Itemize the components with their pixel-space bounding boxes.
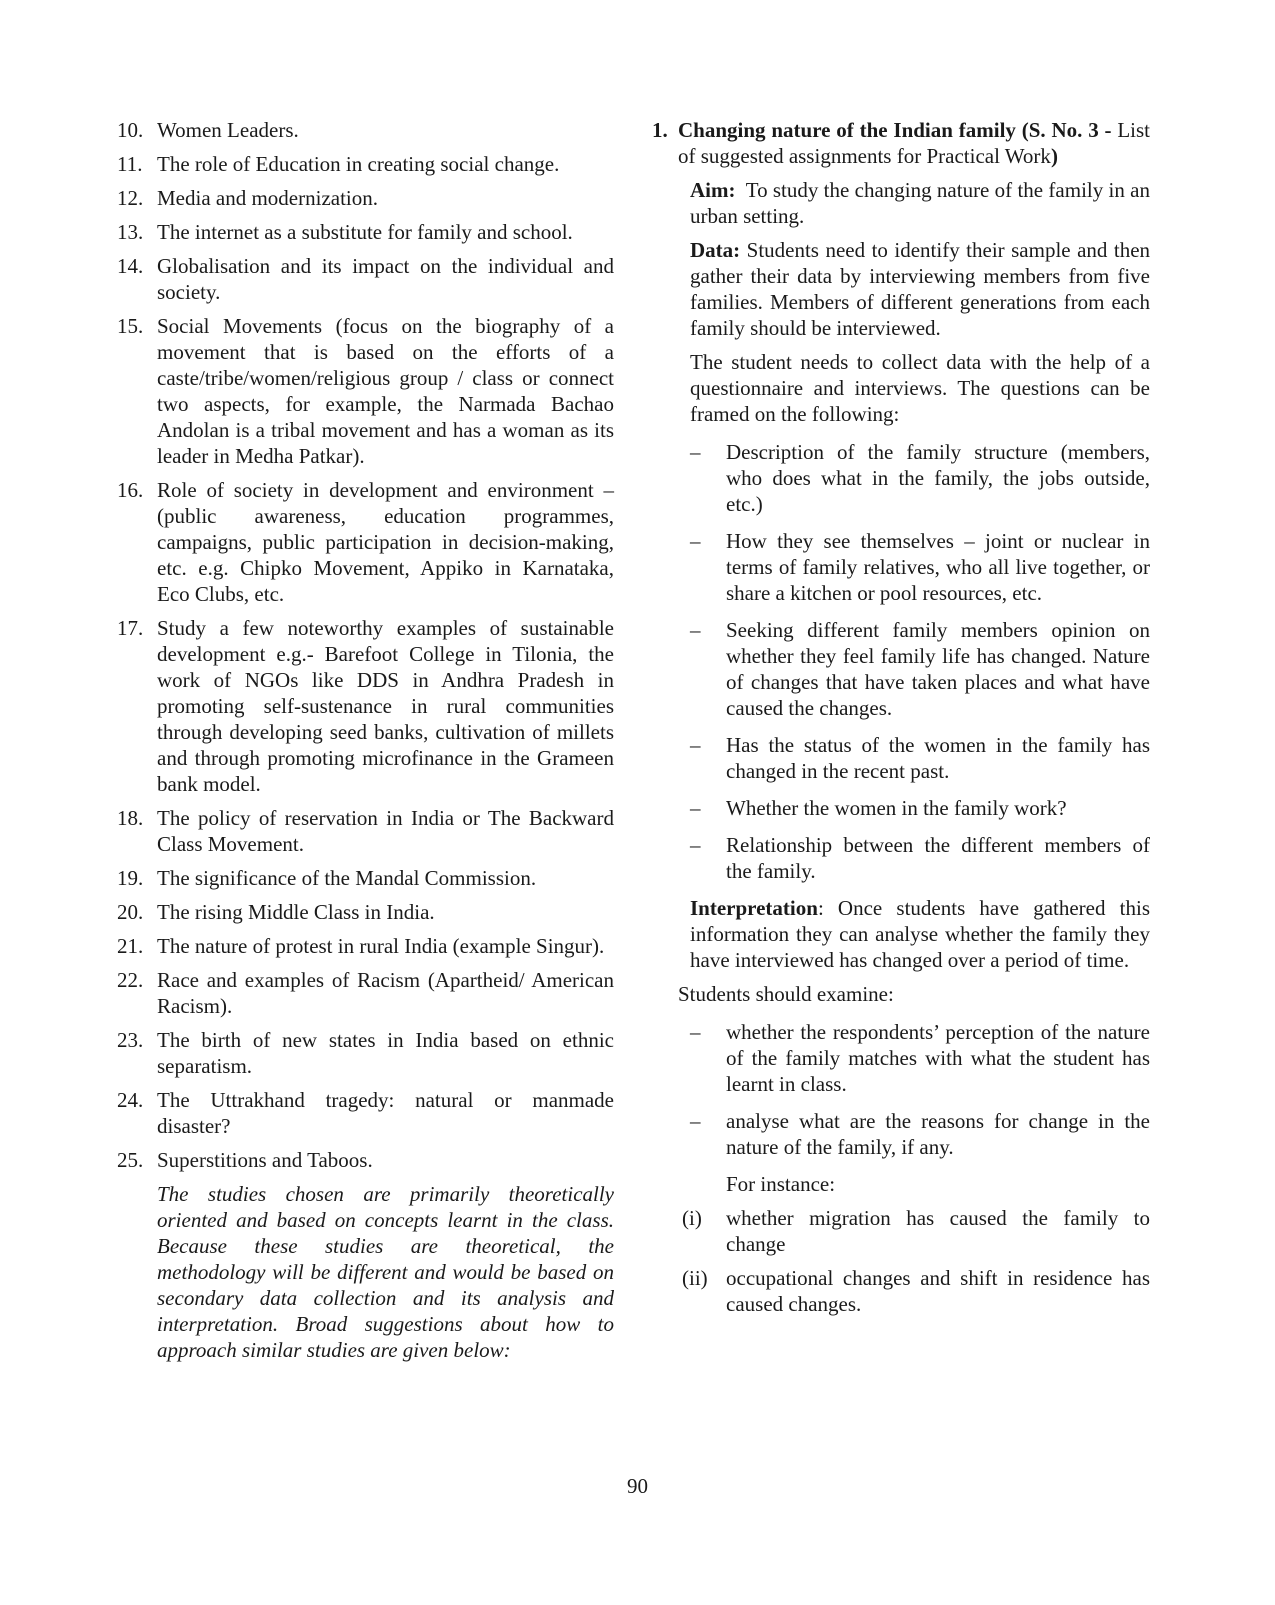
item-number: 23. bbox=[117, 1028, 144, 1052]
interpretation-paragraph bbox=[690, 895, 1150, 973]
dash-bullet: – bbox=[690, 1020, 701, 1044]
list-item bbox=[690, 617, 1150, 721]
list-item bbox=[678, 1205, 1150, 1257]
item-text: analyse what are the reasons for change in the nature of the family, if any. bbox=[726, 1109, 1150, 1159]
question-list bbox=[690, 439, 1150, 884]
interpretation-text: : Once students have gathered this information they can analyse whether the family they have interviewed has changed over a period of time. bbox=[690, 896, 1150, 972]
list-item bbox=[117, 933, 614, 959]
item-number: 13. bbox=[117, 220, 144, 244]
item-text: occupational changes and shift in residence has caused changes. bbox=[726, 1266, 1150, 1316]
item-text: How they see themselves – joint or nuclear in terms of family relatives, who all live together, or share a kitchen or pool resources, etc. bbox=[726, 529, 1150, 605]
item-number: 21. bbox=[117, 934, 144, 958]
item-text: Description of the family structure (members, who does what in the family, the jobs outside, etc.) bbox=[726, 440, 1150, 516]
list-item bbox=[117, 117, 614, 143]
data-label: Data: bbox=[690, 238, 741, 262]
item-text: Media and modernization. bbox=[157, 186, 379, 210]
aim-label: Aim: bbox=[690, 178, 736, 202]
item-text: Globalisation and its impact on the individual and society. bbox=[157, 254, 614, 304]
dash-bullet: – bbox=[690, 733, 701, 757]
instance-list bbox=[678, 1205, 1150, 1317]
list-item bbox=[117, 615, 614, 797]
section-number: 1. bbox=[652, 118, 668, 142]
item-text: Role of society in development and environment – (public awareness, education programmes, campaigns, public participation in decision-making, etc. e.g. Chipko Movement, Appiko in Karnataka, Eco Clubs, etc. bbox=[157, 478, 614, 606]
item-text: The role of Education in creating social change. bbox=[157, 152, 560, 176]
item-text: Relationship between the different members of the family. bbox=[726, 833, 1150, 883]
item-text: Superstitions and Taboos. bbox=[157, 1148, 373, 1172]
italic-note: The studies chosen are primarily theoretically oriented and based on concepts learnt in the class. Because these studies are theoretical, the methodology will be different and would be based on secondary data collection and its analysis and interpretation. Broad suggestions about how to approach similar studies are given below: bbox=[157, 1182, 614, 1362]
left-column bbox=[117, 117, 614, 1363]
roman-numeral: (i) bbox=[682, 1206, 702, 1230]
list-item bbox=[690, 1108, 1150, 1160]
item-text: Has the status of the women in the family has changed in the recent past. bbox=[726, 733, 1150, 783]
dash-bullet: – bbox=[690, 796, 701, 820]
item-number: 22. bbox=[117, 968, 144, 992]
item-number: 15. bbox=[117, 314, 144, 338]
for-instance-label: For instance: bbox=[726, 1172, 836, 1196]
item-number: 24. bbox=[117, 1088, 144, 1112]
item-number: 18. bbox=[117, 806, 144, 830]
item-text: Study a few noteworthy examples of sustainable development e.g.- Barefoot College in Tilonia, the work of NGOs like DDS in Andhra Pradesh in promoting self-sustenance in rural communities through developing seed banks, cultivation of millets and through promoting microfinance in the Grameen bank model. bbox=[157, 616, 614, 796]
data-paragraph bbox=[690, 237, 1150, 341]
item-number: 20. bbox=[117, 900, 144, 924]
item-text: The rising Middle Class in India. bbox=[157, 900, 435, 924]
list-item bbox=[117, 865, 614, 891]
list-item bbox=[117, 1087, 614, 1139]
right-column bbox=[652, 117, 1150, 1325]
list-item bbox=[690, 528, 1150, 606]
item-text: The nature of protest in rural India (example Singur). bbox=[157, 934, 605, 958]
item-number: 25. bbox=[117, 1148, 144, 1172]
list-item bbox=[678, 1265, 1150, 1317]
list-item bbox=[117, 185, 614, 211]
aim-paragraph bbox=[690, 177, 1150, 229]
list-item bbox=[117, 151, 614, 177]
dash-bullet: – bbox=[690, 618, 701, 642]
section-title-bold: Changing nature of the Indian family (S. No. 3 - bbox=[678, 118, 1112, 142]
examine-heading: Students should examine: bbox=[678, 982, 894, 1006]
data-text: Students need to identify their sample and then gather their data by interviewing members from five families. Members of different generations from each family should be interviewed. bbox=[690, 238, 1151, 340]
page-number: 90 bbox=[627, 1474, 648, 1498]
dash-bullet: – bbox=[690, 529, 701, 553]
item-number: 12. bbox=[117, 186, 144, 210]
list-item bbox=[117, 1027, 614, 1079]
item-text: Race and examples of Racism (Apartheid/ American Racism). bbox=[157, 968, 614, 1018]
collect-paragraph: The student needs to collect data with the help of a questionnaire and interviews. The questions can be framed on the following: bbox=[690, 350, 1150, 426]
item-number: 17. bbox=[117, 616, 144, 640]
item-number: 10. bbox=[117, 118, 144, 142]
item-text: whether the respondents’ perception of the nature of the family matches with what the student has learnt in class. bbox=[726, 1020, 1150, 1096]
item-text: The Uttrakhand tragedy: natural or manmade disaster? bbox=[157, 1088, 614, 1138]
section-title-rest: List of suggested assignments for Practical Work bbox=[678, 118, 1151, 168]
interpretation-label: Interpretation bbox=[690, 896, 818, 920]
topic-list bbox=[117, 117, 614, 1173]
section-heading bbox=[652, 117, 1150, 169]
item-text: Whether the women in the family work? bbox=[726, 796, 1067, 820]
aim-text: To study the changing nature of the family in an urban setting. bbox=[690, 178, 1150, 228]
item-number: 11. bbox=[117, 152, 143, 176]
list-item bbox=[690, 439, 1150, 517]
item-number: 19. bbox=[117, 866, 144, 890]
list-item bbox=[117, 477, 614, 607]
section-title-close: ) bbox=[1050, 144, 1058, 168]
list-item bbox=[117, 1147, 614, 1173]
list-item bbox=[690, 1019, 1150, 1097]
dash-bullet: – bbox=[690, 1109, 701, 1133]
item-number: 14. bbox=[117, 254, 144, 278]
list-item bbox=[690, 795, 1150, 821]
list-item bbox=[690, 732, 1150, 784]
item-text: Social Movements (focus on the biography of a movement that is based on the efforts of a caste/tribe/women/religious group / class or connect two aspects, for example, the Narmada Bachao Andolan is a tribal movement and has a woman as its leader in Medha Patkar). bbox=[157, 314, 614, 468]
section-title bbox=[678, 117, 1150, 169]
item-text: The policy of reservation in India or The Backward Class Movement. bbox=[157, 806, 614, 856]
list-item bbox=[117, 219, 614, 245]
dash-bullet: – bbox=[690, 833, 701, 857]
list-item bbox=[117, 899, 614, 925]
item-number: 16. bbox=[117, 478, 144, 502]
list-item bbox=[117, 967, 614, 1019]
item-text: The significance of the Mandal Commission. bbox=[157, 866, 537, 890]
examine-list bbox=[690, 1019, 1150, 1160]
item-text: The internet as a substitute for family and school. bbox=[157, 220, 573, 244]
dash-bullet: – bbox=[690, 440, 701, 464]
list-item bbox=[690, 832, 1150, 884]
item-text: Women Leaders. bbox=[157, 118, 299, 142]
item-text: Seeking different family members opinion on whether they feel family life has changed. Nature of changes that have taken places and what have caused the changes. bbox=[726, 618, 1150, 720]
item-text: whether migration has caused the family to change bbox=[726, 1206, 1150, 1256]
item-text: The birth of new states in India based on ethnic separatism. bbox=[157, 1028, 614, 1078]
roman-numeral: (ii) bbox=[682, 1266, 708, 1290]
list-item bbox=[117, 253, 614, 305]
list-item bbox=[117, 313, 614, 469]
list-item bbox=[117, 805, 614, 857]
